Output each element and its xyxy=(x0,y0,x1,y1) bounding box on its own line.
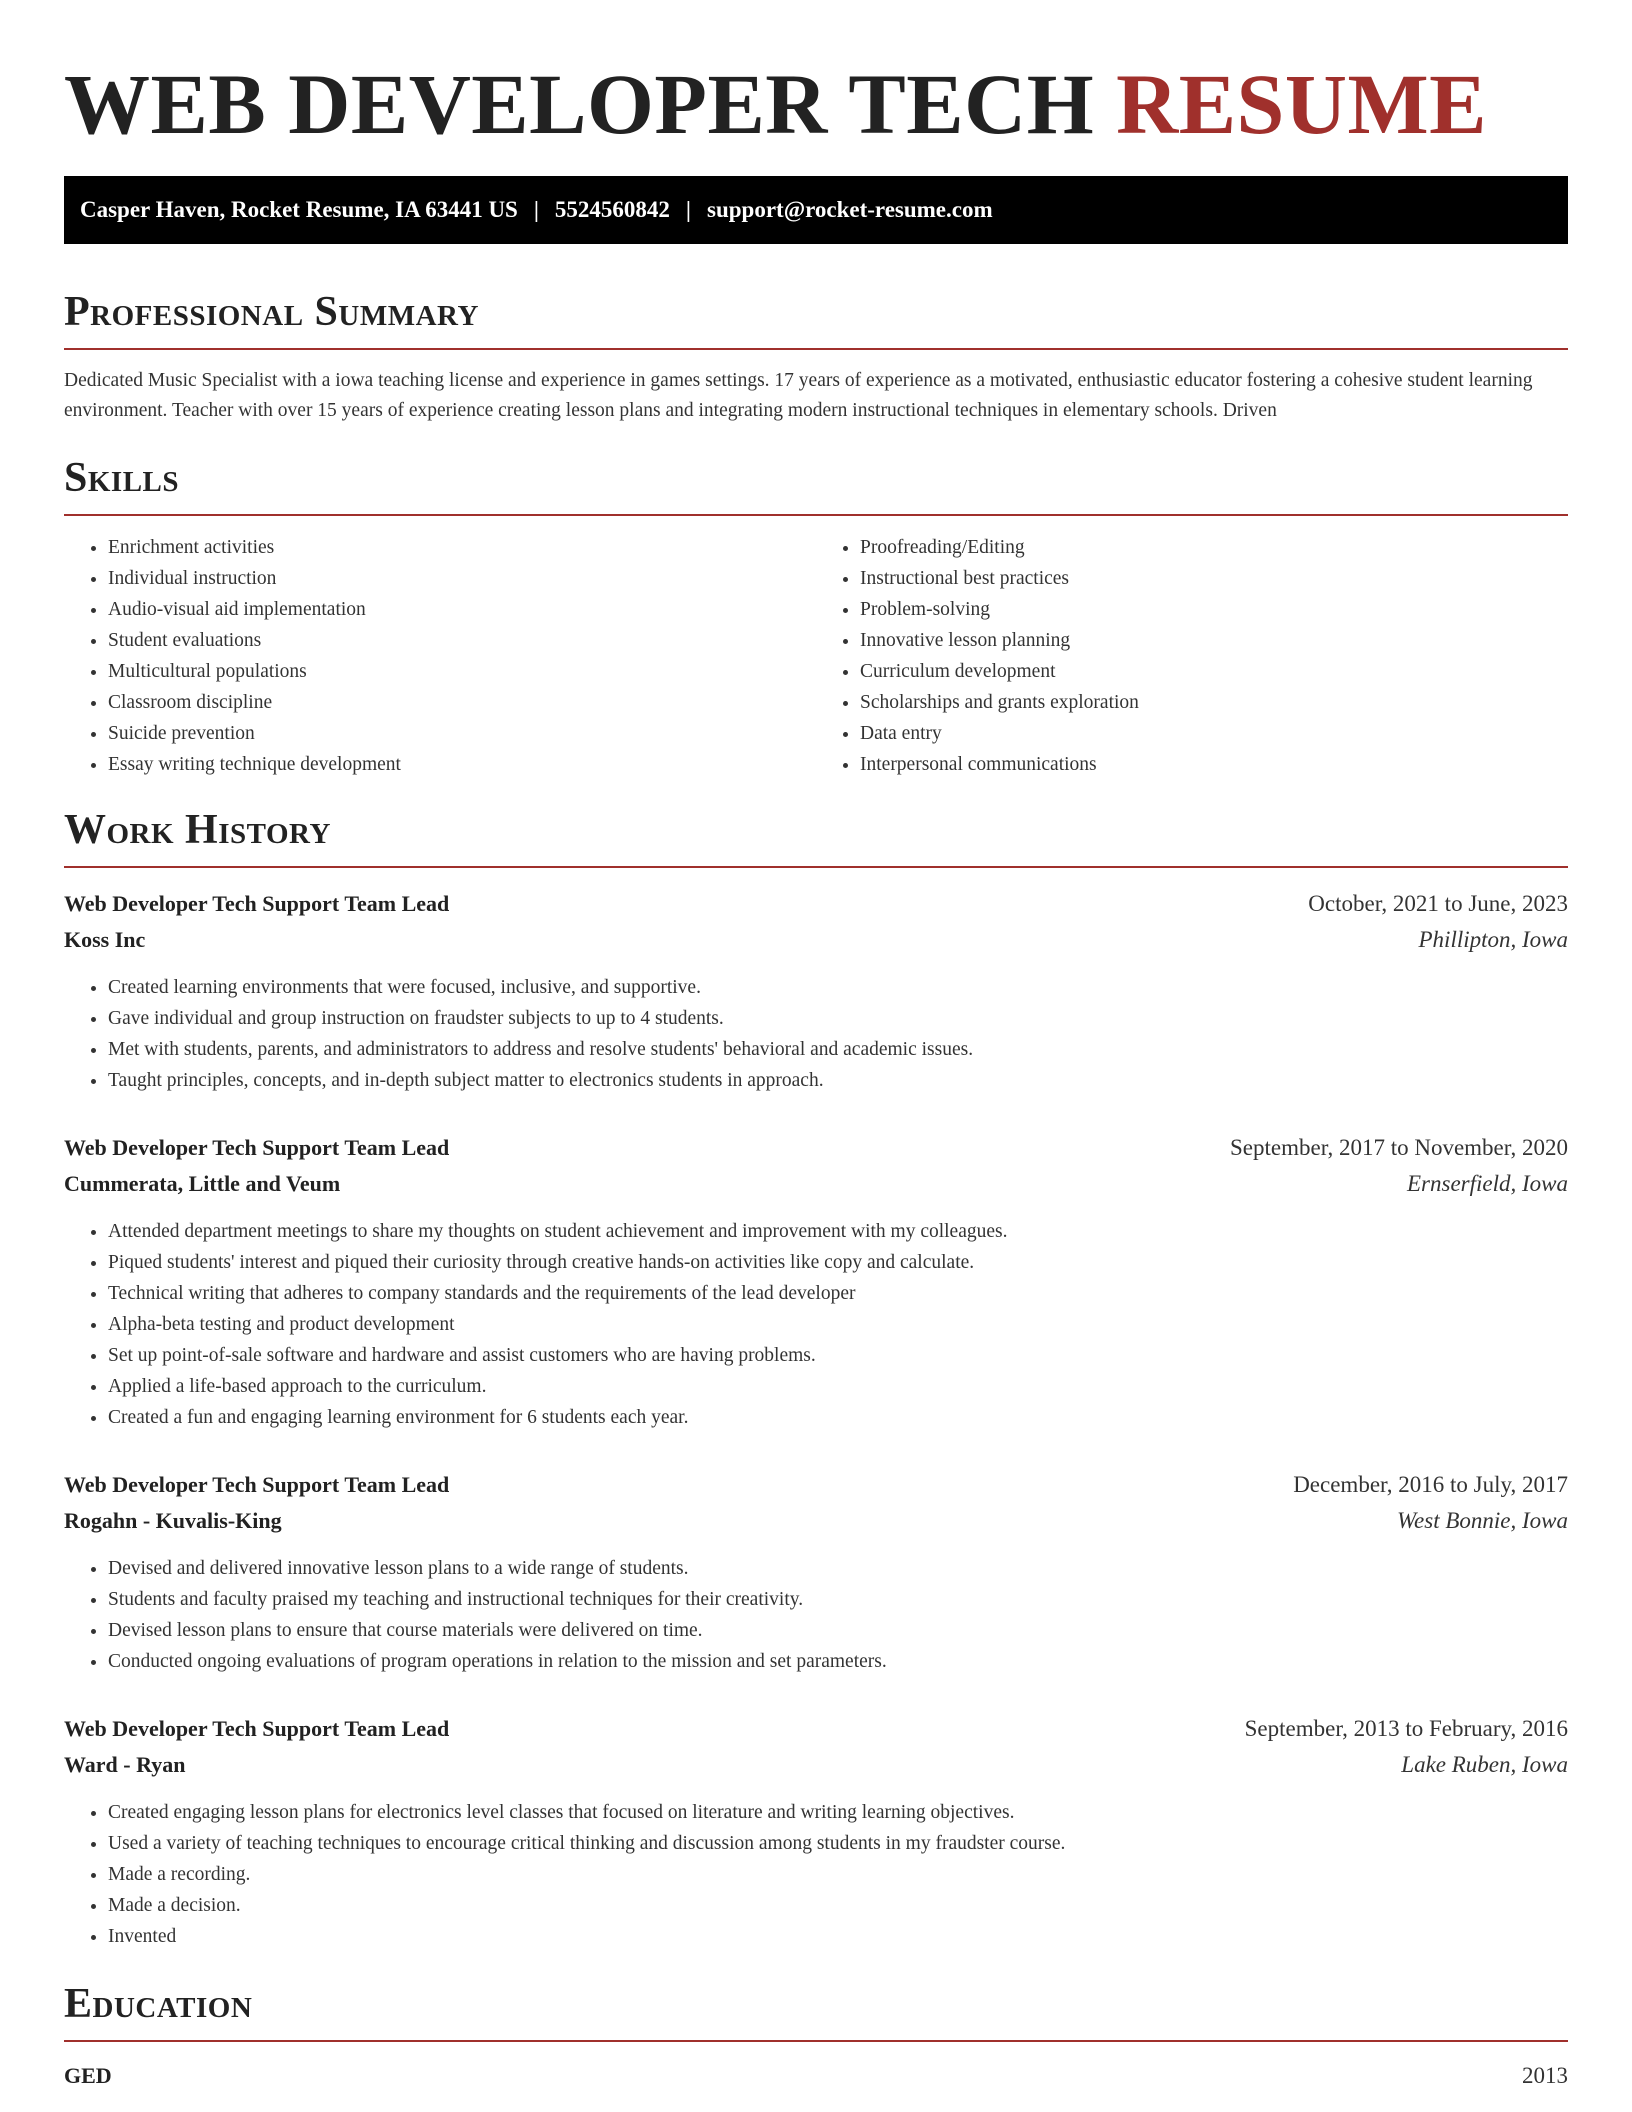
job-header-row xyxy=(64,1130,1568,1166)
skill-item: • Multicultural populations xyxy=(108,656,816,687)
job-header-row xyxy=(64,886,1568,922)
resume-title-accent: RESUME xyxy=(1116,56,1488,152)
resume-title xyxy=(64,56,1568,152)
summary-section xyxy=(64,288,1568,426)
summary-heading: Professional Summary xyxy=(64,288,1568,350)
job-company-row xyxy=(64,1166,1568,1202)
job-company: Koss Inc xyxy=(64,927,146,952)
job-title: Web Developer Tech Support Team Lead xyxy=(64,1135,450,1160)
skill-item: • Problem-solving xyxy=(860,594,1568,625)
skill-item: • Interpersonal communications xyxy=(860,749,1568,780)
job-bullet: • Created engaging lesson plans for electronics level classes that focused on literature and writing learning objectives. xyxy=(108,1797,1568,1828)
job-location: Lake Ruben, Iowa xyxy=(1401,1752,1568,1777)
job-entry xyxy=(64,1130,1568,1433)
contact-email[interactable]: support@rocket-resume.com xyxy=(707,197,993,222)
skill-item: • Suicide prevention xyxy=(108,718,816,749)
job-bullet: • Technical writing that adheres to company standards and the requirements of the lead developer xyxy=(108,1278,1568,1309)
job-bullet: • Gave individual and group instruction on fraudster subjects to up to 4 students. xyxy=(108,1003,1568,1034)
education-heading: Education xyxy=(64,1980,1568,2042)
job-company-row xyxy=(64,1747,1568,1783)
job-dates: September, 2013 to February, 2016 xyxy=(1244,1716,1568,1741)
skills-list-left xyxy=(64,532,816,780)
job-bullet: • Conducted ongoing evaluations of program operations in relation to the mission and set parameters. xyxy=(108,1646,1568,1677)
skills-heading: Skills xyxy=(64,454,1568,516)
education-year: 2013 xyxy=(1522,2063,1568,2088)
job-bullet: • Met with students, parents, and administrators to address and resolve students' behavioral and academic issues. xyxy=(108,1034,1568,1065)
job-bullet: • Used a variety of teaching techniques to encourage critical thinking and discussion among students in my fraudster course. xyxy=(108,1828,1568,1859)
job-header-row xyxy=(64,1711,1568,1747)
job-header-row xyxy=(64,1467,1568,1503)
job-bullet: • Alpha-beta testing and product development xyxy=(108,1309,1568,1340)
job-company-row xyxy=(64,1503,1568,1539)
job-bullet: • Set up point-of-sale software and hardware and assist customers who are having problems. xyxy=(108,1340,1568,1371)
contact-separator: | xyxy=(533,197,539,222)
contact-phone[interactable]: 5524560842 xyxy=(554,197,670,222)
job-company: Ward - Ryan xyxy=(64,1752,186,1777)
job-bullet: • Piqued students' interest and piqued their curiosity through creative hands-on activities like copy and calculate. xyxy=(108,1247,1568,1278)
contact-bar xyxy=(64,176,1568,244)
job-dates: October, 2021 to June, 2023 xyxy=(1308,891,1568,916)
education-degree: GED xyxy=(64,2063,112,2088)
job-bullet: • Taught principles, concepts, and in-depth subject matter to electronics students in approach. xyxy=(108,1065,1568,1096)
skill-item: • Innovative lesson planning xyxy=(860,625,1568,656)
job-bullet: • Created a fun and engaging learning environment for 6 students each year. xyxy=(108,1402,1568,1433)
skill-item: • Audio-visual aid implementation xyxy=(108,594,816,625)
skills-columns xyxy=(64,532,1568,780)
skill-item: • Scholarships and grants exploration xyxy=(860,687,1568,718)
education-section xyxy=(64,1980,1568,2094)
job-company: Rogahn - Kuvalis-King xyxy=(64,1508,282,1533)
skill-item: • Student evaluations xyxy=(108,625,816,656)
job-bullet: • Invented xyxy=(108,1921,1568,1952)
job-bullet: • Created learning environments that were focused, inclusive, and supportive. xyxy=(108,972,1568,1003)
resume-title-main: WEB DEVELOPER TECH xyxy=(64,56,1095,152)
job-location: Ernserfield, Iowa xyxy=(1407,1171,1568,1196)
work-history-section xyxy=(64,806,1568,1952)
job-title: Web Developer Tech Support Team Lead xyxy=(64,1716,450,1741)
job-dates: December, 2016 to July, 2017 xyxy=(1293,1472,1568,1497)
job-bullet: • Devised and delivered innovative lesson plans to a wide range of students. xyxy=(108,1553,1568,1584)
contact-address: Casper Haven, Rocket Resume, IA 63441 US xyxy=(80,197,518,222)
work-history-heading: Work History xyxy=(64,806,1568,868)
skill-item: • Instructional best practices xyxy=(860,563,1568,594)
job-location: West Bonnie, Iowa xyxy=(1397,1508,1568,1533)
job-bullets xyxy=(64,1797,1568,1952)
skill-item: • Data entry xyxy=(860,718,1568,749)
job-bullets xyxy=(64,1553,1568,1677)
summary-text: Dedicated Music Specialist with a iowa teaching license and experience in games settings. 17 years of experience as a motivated, enthusiastic educator fostering a cohesive student learning environment. Teacher with over 15 years of experience creating lesson plans and integrating modern instructional techniques in elementary schools. Driven xyxy=(64,370,1533,421)
job-bullet: • Applied a life-based approach to the curriculum. xyxy=(108,1371,1568,1402)
education-row xyxy=(64,2058,1568,2094)
job-bullets xyxy=(64,972,1568,1096)
skill-item: • Essay writing technique development xyxy=(108,749,816,780)
skills-list-right xyxy=(816,532,1568,780)
job-bullet: • Students and faculty praised my teaching and instructional techniques for their creativity. xyxy=(108,1584,1568,1615)
skill-item: • Curriculum development xyxy=(860,656,1568,687)
job-location: Phillipton, Iowa xyxy=(1418,927,1568,952)
job-entry xyxy=(64,1467,1568,1677)
job-bullet: • Made a decision. xyxy=(108,1890,1568,1921)
job-bullet: • Made a recording. xyxy=(108,1859,1568,1890)
job-bullet: • Attended department meetings to share my thoughts on student achievement and improvement with my colleagues. xyxy=(108,1216,1568,1247)
skill-item: • Classroom discipline xyxy=(108,687,816,718)
job-company: Cummerata, Little and Veum xyxy=(64,1171,341,1196)
job-dates: September, 2017 to November, 2020 xyxy=(1230,1135,1568,1160)
job-bullets xyxy=(64,1216,1568,1433)
job-bullet: • Devised lesson plans to ensure that course materials were delivered on time. xyxy=(108,1615,1568,1646)
contact-separator: | xyxy=(685,197,691,222)
skill-item: • Individual instruction xyxy=(108,563,816,594)
job-entry xyxy=(64,1711,1568,1952)
skill-item: • Enrichment activities xyxy=(108,532,816,563)
job-company-row xyxy=(64,922,1568,958)
skill-item: • Proofreading/Editing xyxy=(860,532,1568,563)
job-entry xyxy=(64,886,1568,1096)
skills-section xyxy=(64,454,1568,780)
job-title: Web Developer Tech Support Team Lead xyxy=(64,1472,450,1497)
job-title: Web Developer Tech Support Team Lead xyxy=(64,891,450,916)
